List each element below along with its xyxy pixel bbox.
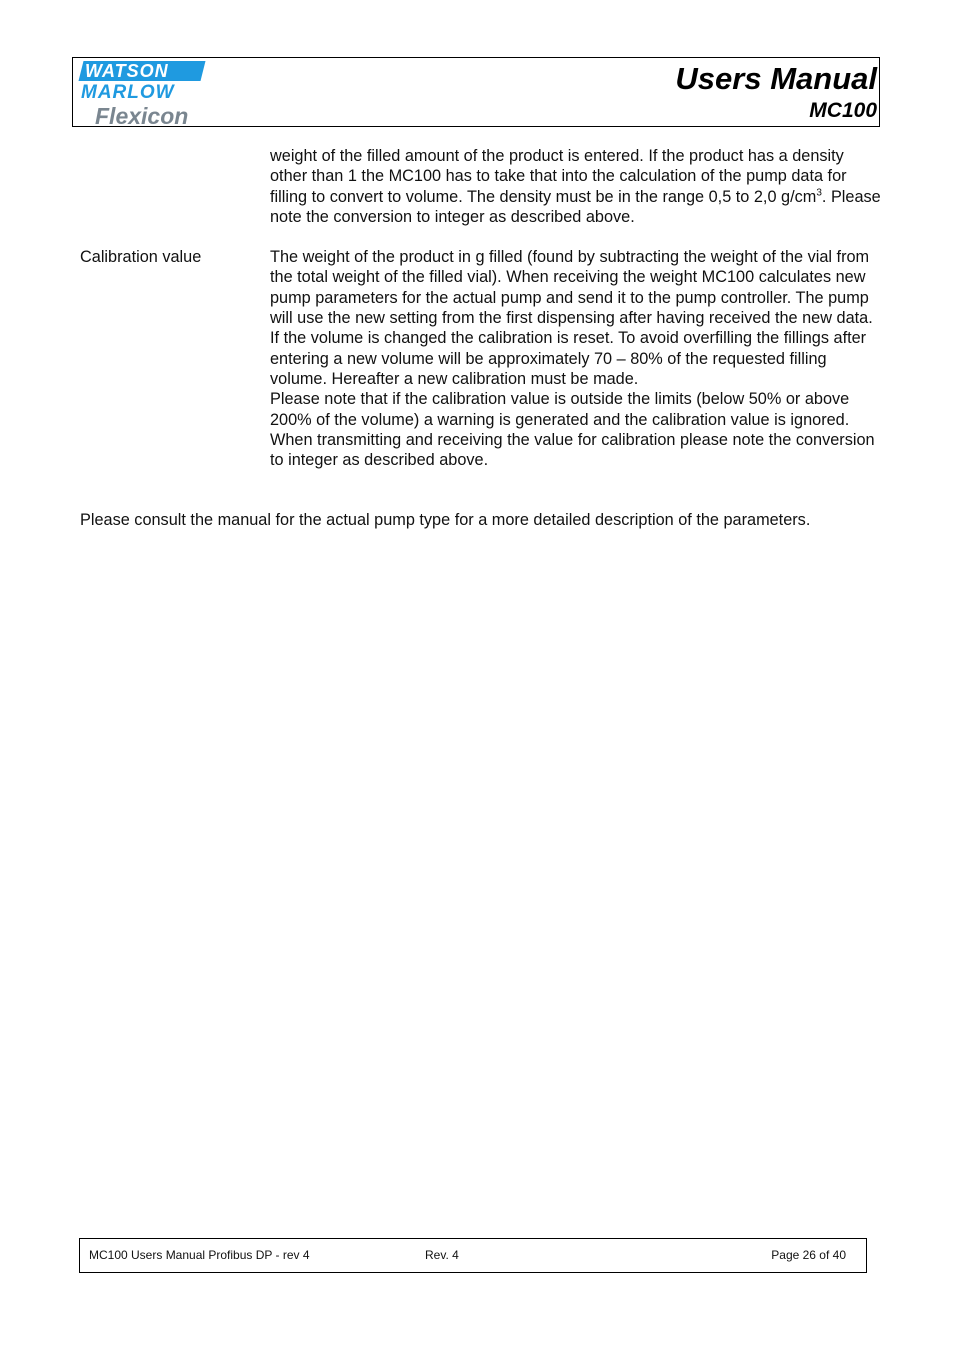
logo-watson-text: WATSON — [85, 61, 169, 81]
footer-document-name: MC100 Users Manual Profibus DP - rev 4 — [89, 1248, 310, 1262]
calibration-value-description — [270, 247, 882, 470]
calibration-paragraph: The weight of the product in g filled (found by subtracting the weight of the vial from the total weight of the filled vial). When receiving the weight MC100 calculates new pump parameters for the actual pump and send it to the pump controller. The pump will use the new setting from the first dispensing after having received the new data. — [270, 248, 873, 328]
logo-flexicon-text: Flexicon — [95, 103, 189, 129]
density-continuation-row — [80, 146, 885, 227]
footer-page-number: Page 26 of 40 — [771, 1248, 846, 1262]
calibration-paragraph: Please note that if the calibration value is outside the limits (below 50% or above 200% of the volume) a warning is generated and the calibration value is ignored. — [270, 390, 850, 429]
page-header — [72, 57, 880, 127]
page-footer — [79, 1238, 867, 1273]
calibration-paragraph: If the volume is changed the calibration is reset. To avoid overfilling the fillings after entering a new volume will be approximately 70 – 80% of the requested filling volume. Hereafter a new calibration must be made. — [270, 329, 867, 388]
density-text-end: . Please note the conversion to integer as described above. — [270, 187, 881, 226]
closing-note: Please consult the manual for the actual pump type for a more detailed description of the parameters. — [80, 511, 811, 530]
footer-revision: Rev. 4 — [425, 1248, 459, 1262]
density-paragraph — [270, 146, 882, 227]
calibration-value-term: Calibration value — [80, 248, 202, 267]
calibration-paragraph: When transmitting and receiving the value for calibration please note the conversion to integer as described above. — [270, 430, 875, 470]
superscript-cubed: 3 — [816, 187, 822, 199]
document-title: Users Manual — [675, 61, 877, 96]
watson-marlow-flexicon-logo — [77, 60, 209, 129]
density-text: weight of the filled amount of the product is entered. If the product has a density other than 1 the MC100 has to take that into the calculation of the pump data for filling to convert to volume. The density must be in the range 0,5 to 2,0 g/cm — [270, 147, 847, 206]
density-description — [270, 146, 882, 227]
logo-marlow-text: MARLOW — [81, 82, 175, 103]
empty-term-cell — [80, 146, 270, 227]
logo-watson-banner — [79, 61, 206, 81]
page-content — [80, 146, 885, 531]
document-subtitle: MC100 — [809, 99, 877, 122]
calibration-value-row — [80, 247, 885, 470]
